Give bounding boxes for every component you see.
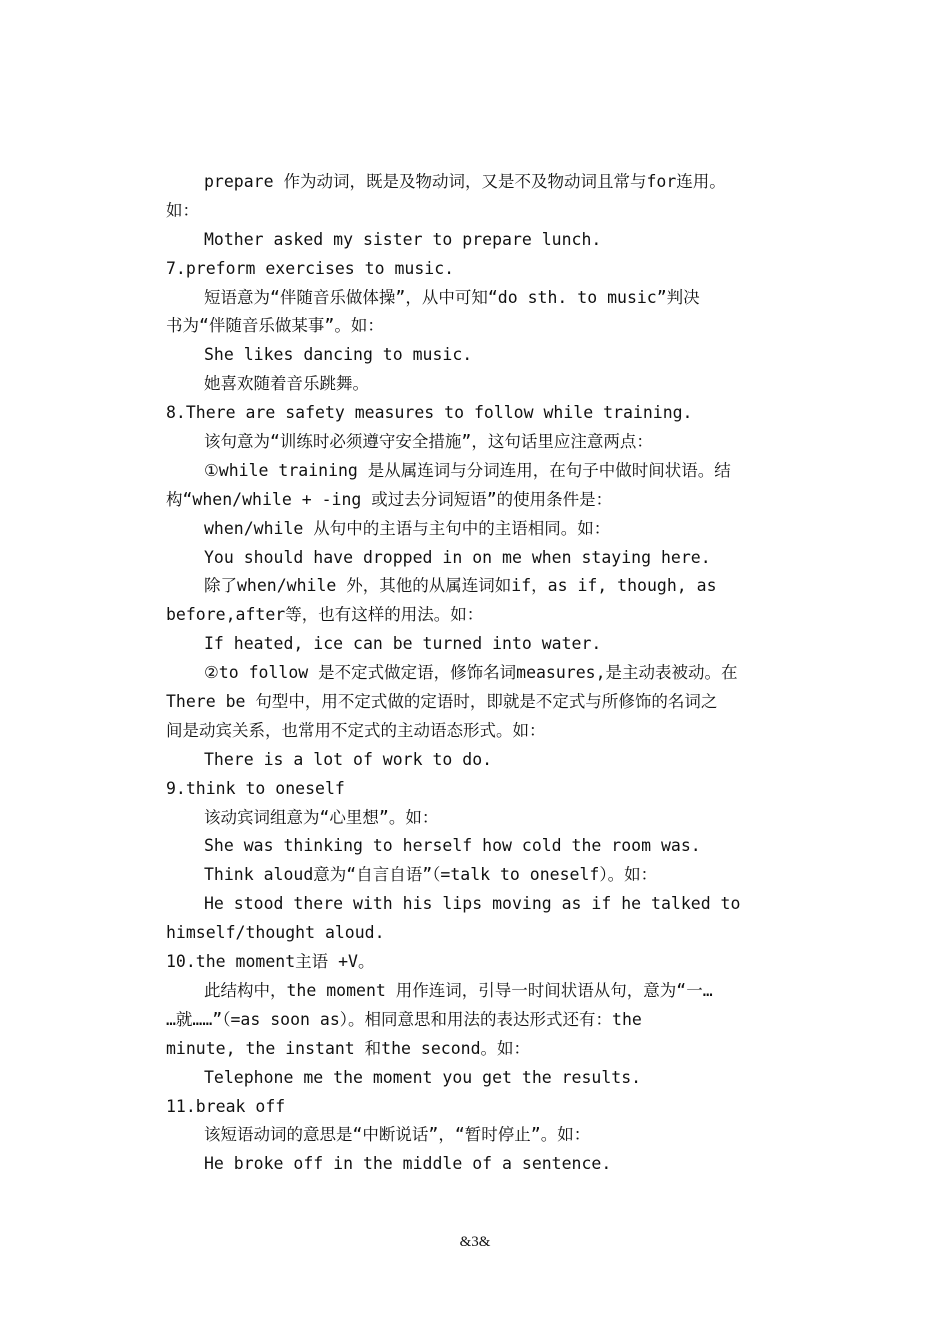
text-line: She was thinking to herself how cold the room was. bbox=[204, 836, 701, 856]
text-line: Mother asked my sister to prepare lunch. bbox=[204, 229, 602, 249]
text-line: You should have dropped in on me when staying here. bbox=[204, 547, 711, 567]
text-line: 8.There are safety measures to follow while training. bbox=[166, 403, 693, 423]
text-line: There be 句型中，用不定式做的定语时，即就是不定式与所修饰的名词之 bbox=[166, 692, 718, 712]
text-line: ①while training 是从属连词与分词连用，在句子中做时间状语。结 bbox=[204, 460, 731, 480]
text-line: If heated, ice can be turned into water. bbox=[204, 634, 602, 654]
text-line: She likes dancing to music. bbox=[204, 345, 473, 365]
text-line: 9.think to oneself bbox=[166, 778, 345, 798]
text-line: 书为“伴随音乐做某事”。如： bbox=[166, 316, 384, 336]
text-line: prepare 作为动词，既是及物动词，又是不及物动词且常与for连用。 bbox=[204, 172, 726, 191]
text-line: 构“when/while + -ing 或过去分词短语”的使用条件是： bbox=[166, 489, 613, 509]
text-line: 该动宾词组意为“心里想”。如： bbox=[204, 807, 439, 827]
text-line: 11.break off bbox=[166, 1096, 286, 1116]
text-line: before,after等，也有这样的用法。如： bbox=[166, 605, 484, 625]
text-line: 如： bbox=[166, 200, 199, 220]
text-line: 短语意为“伴随音乐做体操”，从中可知“do sth. to music”判决 bbox=[204, 287, 700, 307]
text-line: Think aloud意为“自言自语”（=talk to oneself）。如： bbox=[204, 865, 658, 885]
text-line: 除了when/while 外，其他的从属连词如if，as if, though, as bbox=[204, 576, 717, 596]
text-line: 该句意为“训练时必须遵守安全措施”，这句话里应注意两点： bbox=[204, 432, 653, 452]
text-line: himself/thought aloud. bbox=[166, 923, 385, 943]
text-line: Telephone me the moment you get the results. bbox=[204, 1067, 642, 1087]
text-line: He stood there with his lips moving as if he talked to bbox=[204, 894, 741, 914]
text-line: 此结构中，the moment 用作连词，引导一时间状语从句，意为“一… bbox=[204, 980, 713, 1000]
text-line: 10.the moment主语 +V。 bbox=[166, 952, 375, 972]
text-line: There is a lot of work to do. bbox=[204, 749, 493, 769]
text-line: minute, the instant 和the second。如： bbox=[166, 1038, 531, 1058]
text-line: 该短语动词的意思是“中断说话”，“暂时停止”。如： bbox=[204, 1125, 591, 1145]
page-number: &3& bbox=[459, 1234, 491, 1250]
text-line: 她喜欢随着音乐跳舞。 bbox=[204, 374, 369, 394]
text-line: 间是动宾关系，也常用不定式的主动语态形式。如： bbox=[166, 720, 546, 740]
page-body bbox=[166, 168, 786, 1179]
text-line: 7.preform exercises to music. bbox=[166, 258, 455, 278]
text-line: …就……”（=as soon as）。相同意思和用法的表达形式还有：the bbox=[166, 1009, 642, 1029]
text-line: ②to follow 是不定式做定语，修饰名词measures,是主动表被动。在 bbox=[204, 663, 738, 683]
text-line: He broke off in the middle of a sentence. bbox=[204, 1154, 612, 1174]
text-line: when/while 从句中的主语与主句中的主语相同。如： bbox=[204, 518, 611, 538]
